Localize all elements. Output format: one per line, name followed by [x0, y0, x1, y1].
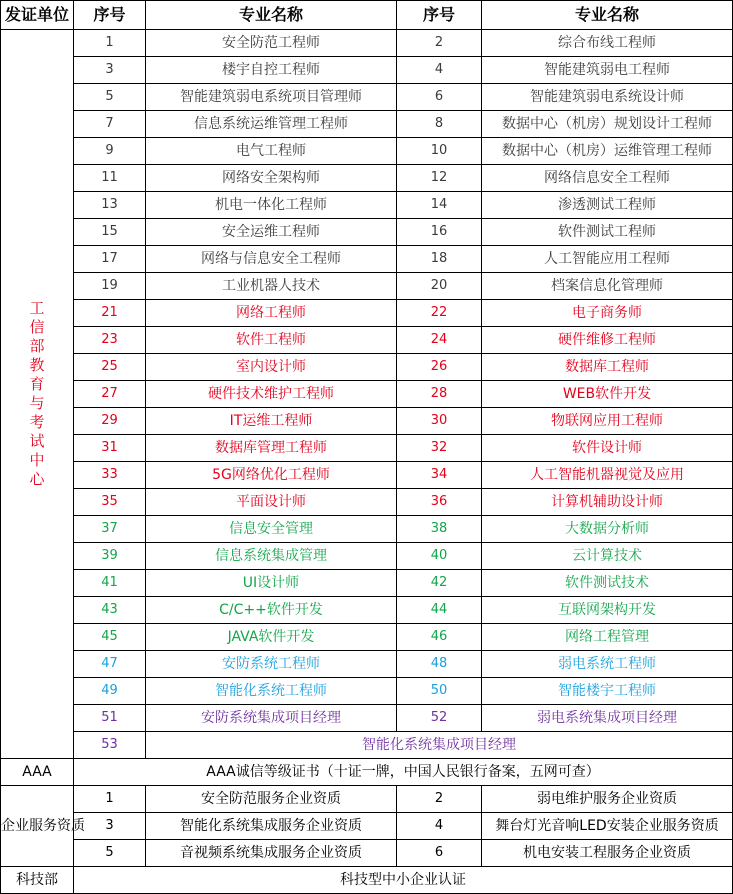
- name-cell: 计算机辅助设计师: [482, 489, 733, 516]
- header-name: 专业名称: [146, 1, 397, 30]
- seq-cell: 13: [74, 192, 146, 219]
- header-seq-2: 序号: [397, 1, 482, 30]
- name-cell: 大数据分析师: [482, 516, 733, 543]
- name-cell: 安全防范服务企业资质: [146, 786, 397, 813]
- table-row: [1, 246, 733, 273]
- issuer-service: 企业服务资质: [1, 786, 74, 867]
- seq-cell: 14: [397, 192, 482, 219]
- name-cell: JAVA软件开发: [146, 624, 397, 651]
- seq-cell: 8: [397, 111, 482, 138]
- name-cell: 互联网架构开发: [482, 597, 733, 624]
- aaa-text: AAA诚信等级证书（十证一牌，中国人民银行备案，五网可查）: [74, 759, 733, 786]
- name-cell: 网络信息安全工程师: [482, 165, 733, 192]
- table-row: [1, 381, 733, 408]
- table-row: [1, 192, 733, 219]
- name-cell: 信息系统集成管理: [146, 543, 397, 570]
- seq-cell: 3: [74, 813, 146, 840]
- seq-cell: 1: [74, 30, 146, 57]
- seq-cell: 10: [397, 138, 482, 165]
- table-row: [1, 597, 733, 624]
- seq-cell: 51: [74, 705, 146, 732]
- name-cell: WEB软件开发: [482, 381, 733, 408]
- name-cell: C/C++软件开发: [146, 597, 397, 624]
- seq-cell: 26: [397, 354, 482, 381]
- name-cell: 软件设计师: [482, 435, 733, 462]
- name-cell: 软件工程师: [146, 327, 397, 354]
- seq-cell: 24: [397, 327, 482, 354]
- table-row: [1, 462, 733, 489]
- seq-cell: 17: [74, 246, 146, 273]
- name-cell: 硬件技术维护工程师: [146, 381, 397, 408]
- seq-cell: 40: [397, 543, 482, 570]
- name-cell: 机电安装工程服务企业资质: [482, 840, 733, 867]
- most-row: [1, 867, 733, 894]
- table-row: [1, 489, 733, 516]
- table-row: [1, 327, 733, 354]
- table-row: [1, 408, 733, 435]
- name-cell: 安防系统工程师: [146, 651, 397, 678]
- name-cell: 智能建筑弱电系统设计师: [482, 84, 733, 111]
- seq-cell: 48: [397, 651, 482, 678]
- table-row: [1, 840, 733, 867]
- seq-cell: 47: [74, 651, 146, 678]
- table-row: [1, 30, 733, 57]
- header-seq: 序号: [74, 1, 146, 30]
- seq-cell: 37: [74, 516, 146, 543]
- table-row: [1, 354, 733, 381]
- seq-cell: 19: [74, 273, 146, 300]
- most-text: 科技型中小企业认证: [74, 867, 733, 894]
- seq-cell: 53: [74, 732, 146, 759]
- table-row: [1, 543, 733, 570]
- name-cell: 机电一体化工程师: [146, 192, 397, 219]
- name-cell: 电气工程师: [146, 138, 397, 165]
- name-cell: 智能楼宇工程师: [482, 678, 733, 705]
- name-cell: 音视频系统集成服务企业资质: [146, 840, 397, 867]
- name-cell: 工业机器人技术: [146, 273, 397, 300]
- table-row: [1, 165, 733, 192]
- seq-cell: 2: [397, 30, 482, 57]
- seq-cell: 46: [397, 624, 482, 651]
- table-row: [1, 111, 733, 138]
- name-cell: 舞台灯光音响LED安装企业服务资质: [482, 813, 733, 840]
- name-cell: 智能建筑弱电系统项目管理师: [146, 84, 397, 111]
- seq-cell: 27: [74, 381, 146, 408]
- name-cell: IT运维工程师: [146, 408, 397, 435]
- seq-cell: 52: [397, 705, 482, 732]
- name-cell: 软件测试技术: [482, 570, 733, 597]
- name-cell: 智能化系统工程师: [146, 678, 397, 705]
- table-row: [1, 300, 733, 327]
- seq-cell: 3: [74, 57, 146, 84]
- seq-cell: 45: [74, 624, 146, 651]
- table-row: [1, 138, 733, 165]
- name-cell: 渗透测试工程师: [482, 192, 733, 219]
- seq-cell: 50: [397, 678, 482, 705]
- seq-cell: 6: [397, 84, 482, 111]
- seq-cell: 44: [397, 597, 482, 624]
- seq-cell: 9: [74, 138, 146, 165]
- name-cell: 信息安全管理: [146, 516, 397, 543]
- name-cell: 安全运维工程师: [146, 219, 397, 246]
- table-row: [1, 570, 733, 597]
- name-cell: 电子商务师: [482, 300, 733, 327]
- name-cell: 安全防范工程师: [146, 30, 397, 57]
- seq-cell: 31: [74, 435, 146, 462]
- name-cell: 智能建筑弱电工程师: [482, 57, 733, 84]
- seq-cell: 1: [74, 786, 146, 813]
- name-cell: 5G网络优化工程师: [146, 462, 397, 489]
- table-row: [1, 219, 733, 246]
- name-cell: 网络与信息安全工程师: [146, 246, 397, 273]
- seq-cell: 43: [74, 597, 146, 624]
- name-cell: 综合布线工程师: [482, 30, 733, 57]
- table-row: [1, 786, 733, 813]
- header-row: [1, 1, 733, 30]
- seq-cell: 5: [74, 84, 146, 111]
- name-cell: 人工智能机器视觉及应用: [482, 462, 733, 489]
- seq-cell: 6: [397, 840, 482, 867]
- name-cell: 数据中心（机房）运维管理工程师: [482, 138, 733, 165]
- table-row: [1, 516, 733, 543]
- seq-cell: 34: [397, 462, 482, 489]
- table-row: [1, 57, 733, 84]
- seq-cell: 25: [74, 354, 146, 381]
- seq-cell: 35: [74, 489, 146, 516]
- seq-cell: 23: [74, 327, 146, 354]
- name-cell: 弱电系统集成项目经理: [482, 705, 733, 732]
- seq-cell: 7: [74, 111, 146, 138]
- issuer-miit: 工 信 部 教 育 与 考 试 中 心: [1, 30, 74, 759]
- name-cell: 平面设计师: [146, 489, 397, 516]
- seq-cell: 20: [397, 273, 482, 300]
- seq-cell: 21: [74, 300, 146, 327]
- seq-cell: 32: [397, 435, 482, 462]
- name-cell: 弱电维护服务企业资质: [482, 786, 733, 813]
- name-cell: 物联网应用工程师: [482, 408, 733, 435]
- seq-cell: 28: [397, 381, 482, 408]
- table-row: [1, 624, 733, 651]
- table-row: [1, 273, 733, 300]
- header-name-2: 专业名称: [482, 1, 733, 30]
- name-cell: 云计算技术: [482, 543, 733, 570]
- seq-cell: 42: [397, 570, 482, 597]
- seq-cell: 30: [397, 408, 482, 435]
- aaa-row: [1, 759, 733, 786]
- name-cell: 软件测试工程师: [482, 219, 733, 246]
- seq-cell: 12: [397, 165, 482, 192]
- name-cell: 弱电系统工程师: [482, 651, 733, 678]
- seq-cell: 38: [397, 516, 482, 543]
- seq-cell: 49: [74, 678, 146, 705]
- seq-cell: 22: [397, 300, 482, 327]
- name-cell: 室内设计师: [146, 354, 397, 381]
- table-row: [1, 813, 733, 840]
- seq-cell: 4: [397, 813, 482, 840]
- name-cell: 网络安全架构师: [146, 165, 397, 192]
- seq-cell: 39: [74, 543, 146, 570]
- seq-cell: 33: [74, 462, 146, 489]
- name-cell: 数据库管理工程师: [146, 435, 397, 462]
- seq-cell: 41: [74, 570, 146, 597]
- name-cell: 安防系统集成项目经理: [146, 705, 397, 732]
- issuer-aaa: AAA: [1, 759, 74, 786]
- name-cell: 智能化系统集成服务企业资质: [146, 813, 397, 840]
- name-cell: 信息系统运维管理工程师: [146, 111, 397, 138]
- seq-cell: 15: [74, 219, 146, 246]
- seq-cell: 2: [397, 786, 482, 813]
- name-cell: 网络工程师: [146, 300, 397, 327]
- issuer-most: 科技部: [1, 867, 74, 894]
- seq-cell: 36: [397, 489, 482, 516]
- name-cell: 楼宇自控工程师: [146, 57, 397, 84]
- name-cell: 硬件维修工程师: [482, 327, 733, 354]
- table-row: [1, 435, 733, 462]
- name-cell: 人工智能应用工程师: [482, 246, 733, 273]
- name-cell: 智能化系统集成项目经理: [146, 732, 733, 759]
- seq-cell: 5: [74, 840, 146, 867]
- header-issuer: 发证单位: [1, 1, 74, 30]
- table-row: [1, 84, 733, 111]
- name-cell: 档案信息化管理师: [482, 273, 733, 300]
- table-row: [1, 678, 733, 705]
- seq-cell: 4: [397, 57, 482, 84]
- name-cell: UI设计师: [146, 570, 397, 597]
- seq-cell: 16: [397, 219, 482, 246]
- seq-cell: 18: [397, 246, 482, 273]
- name-cell: 数据库工程师: [482, 354, 733, 381]
- name-cell: 数据中心（机房）规划设计工程师: [482, 111, 733, 138]
- seq-cell: 29: [74, 408, 146, 435]
- seq-cell: 11: [74, 165, 146, 192]
- table-body: [1, 30, 733, 894]
- name-cell: 网络工程管理: [482, 624, 733, 651]
- table-row: [1, 732, 733, 759]
- table-row: [1, 651, 733, 678]
- table-row: [1, 705, 733, 732]
